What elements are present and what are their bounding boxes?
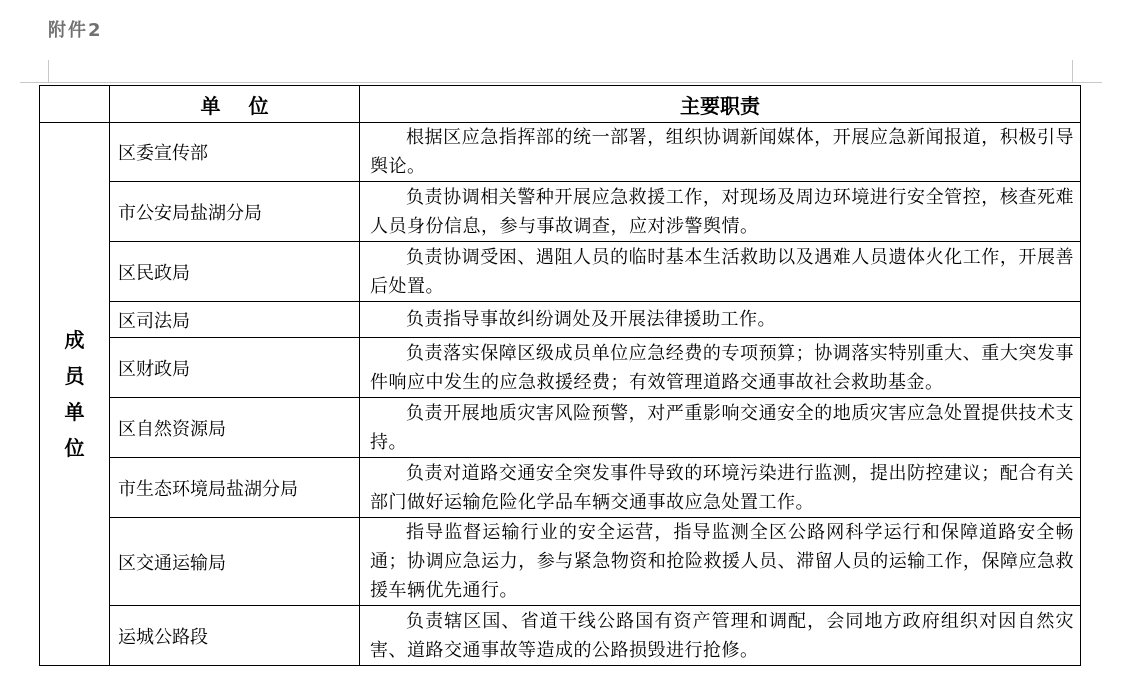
table-row xyxy=(40,458,1081,518)
duty-text: 负责协调相关警种开展应急救援工作，对现场及周边环境进行安全管控，核查死难人员身份信息，参与事故调查，应对涉警舆情。 xyxy=(370,186,1074,237)
table-header-row xyxy=(40,86,1081,123)
unit-cell: 区委宣传部 xyxy=(110,123,360,182)
unit-cell: 运城公路段 xyxy=(110,606,360,666)
page-margin-guide xyxy=(20,82,1102,83)
duty-cell xyxy=(360,123,1081,182)
table-row xyxy=(40,182,1081,242)
table-row xyxy=(40,606,1081,666)
attachment-label: 附件2 xyxy=(48,20,103,41)
unit-cell: 市公安局盐湖分局 xyxy=(110,182,360,242)
category-char: 成 xyxy=(64,328,85,352)
duty-cell xyxy=(360,518,1081,606)
duty-cell xyxy=(360,302,1081,338)
table-row xyxy=(40,302,1081,338)
duty-cell xyxy=(360,182,1081,242)
duty-text: 负责协调受困、遇阻人员的临时基本生活救助以及遇难人员遗体火化工作，开展善后处置。 xyxy=(370,246,1074,297)
category-cell xyxy=(40,123,110,666)
category-char: 位 xyxy=(64,436,85,460)
duty-text: 负责辖区国、省道干线公路国有资产管理和调配，会同地方政府组织对因自然灾害、道路交通事故等造成的公路损毁进行抢修。 xyxy=(370,610,1074,661)
duty-text: 负责对道路交通安全突发事件导致的环境污染进行监测，提出防控建议；配合有关部门做好运输危险化学品车辆交通事故应急处置工作。 xyxy=(370,462,1074,513)
header-duty: 主要职责 xyxy=(360,86,1081,123)
duty-text: 负责指导事故纠纷调处及开展法律援助工作。 xyxy=(406,309,776,330)
duty-text: 负责落实保障区级成员单位应急经费的专项预算；协调落实特别重大、重大突发事件响应中发生的应急救援经费；有效管理道路交通事故社会救助基金。 xyxy=(370,342,1074,393)
duty-text: 负责开展地质灾害风险预警，对严重影响交通安全的地质灾害应急处置提供技术支持。 xyxy=(370,402,1074,453)
duty-text: 指导监督运输行业的安全运营，指导监测全区公路网科学运行和保障道路安全畅通；协调应急运力，参与紧急物资和抢险救援人员、滞留人员的运输工作，保障应急救援车辆优先通行。 xyxy=(370,522,1074,601)
duty-text: 根据区应急指挥部的统一部署，组织协调新闻媒体，开展应急新闻报道，积极引导舆论。 xyxy=(370,127,1074,177)
duty-cell xyxy=(360,606,1081,666)
page-margin-guide-right xyxy=(1072,60,1073,82)
page-margin-guide-left xyxy=(48,60,49,82)
duty-cell xyxy=(360,398,1081,458)
table-row xyxy=(40,398,1081,458)
category-char: 单 xyxy=(64,400,85,424)
duty-cell xyxy=(360,242,1081,302)
table-row xyxy=(40,123,1081,182)
unit-cell: 市生态环境局盐湖分局 xyxy=(110,458,360,518)
category-char: 员 xyxy=(64,364,85,388)
header-category-cell xyxy=(40,86,110,123)
unit-cell: 区民政局 xyxy=(110,242,360,302)
duty-cell xyxy=(360,338,1081,398)
table-row xyxy=(40,242,1081,302)
duty-cell xyxy=(360,458,1081,518)
table-row xyxy=(40,338,1081,398)
unit-cell: 区财政局 xyxy=(110,338,360,398)
unit-cell: 区自然资源局 xyxy=(110,398,360,458)
header-unit: 单位 xyxy=(110,86,360,123)
table-row xyxy=(40,518,1081,606)
unit-cell: 区交通运输局 xyxy=(110,518,360,606)
responsibility-table xyxy=(39,85,1081,666)
unit-cell: 区司法局 xyxy=(110,302,360,338)
